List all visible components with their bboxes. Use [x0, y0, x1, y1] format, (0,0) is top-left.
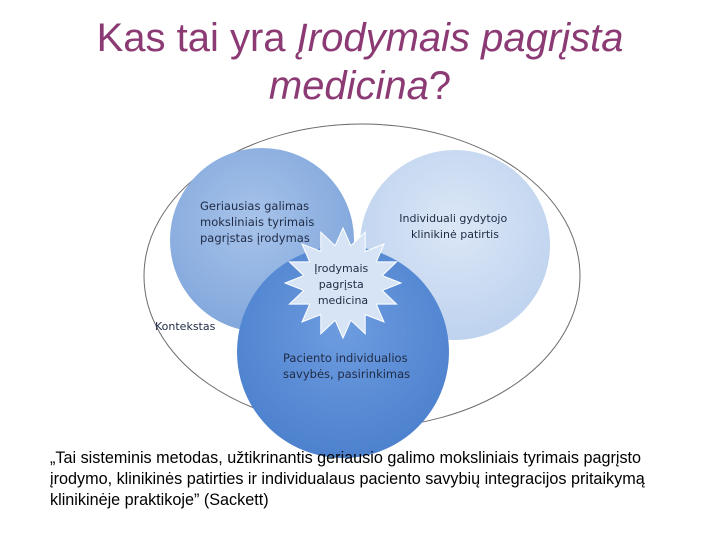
clinical-line-1: Individuali gydytojo: [399, 212, 508, 225]
clinical-line-2: klinikinė patirtis: [411, 228, 499, 241]
title-line-1-plain: Kas tai yra: [96, 16, 297, 60]
center-line-1: Įrodymais: [314, 262, 369, 275]
title-line-2-plain: ?: [428, 64, 452, 108]
research-text: [200, 199, 318, 245]
patient-line-2: savybės, pasirinkimas: [283, 367, 411, 381]
center-text: [314, 262, 372, 307]
sackett-quote: „Tai sisteminis metodas, užtikrinantis geriausio galimo moksliniais tyrimais pagrįsto įrodymo, klinikinės patirties ir individualaus paciento savybių integracijos pritaikymą klinikinėje praktikoje” (Sackett): [50, 449, 645, 509]
research-line-1: Geriausias galimas: [200, 199, 310, 213]
research-line-2: moksliniais tyrimais: [200, 215, 315, 229]
center-line-2: pagrįsta: [318, 278, 364, 291]
context-label: Kontekstas: [155, 320, 216, 333]
patient-line-1: Paciento individualios: [283, 351, 408, 365]
title-line-2-italic: medicina: [268, 64, 429, 108]
center-line-3: medicina: [317, 294, 369, 307]
research-line-3: pagrįstas įrodymas: [200, 231, 310, 245]
title-line-1-italic: Įrodymais pagrįsta: [296, 16, 624, 60]
